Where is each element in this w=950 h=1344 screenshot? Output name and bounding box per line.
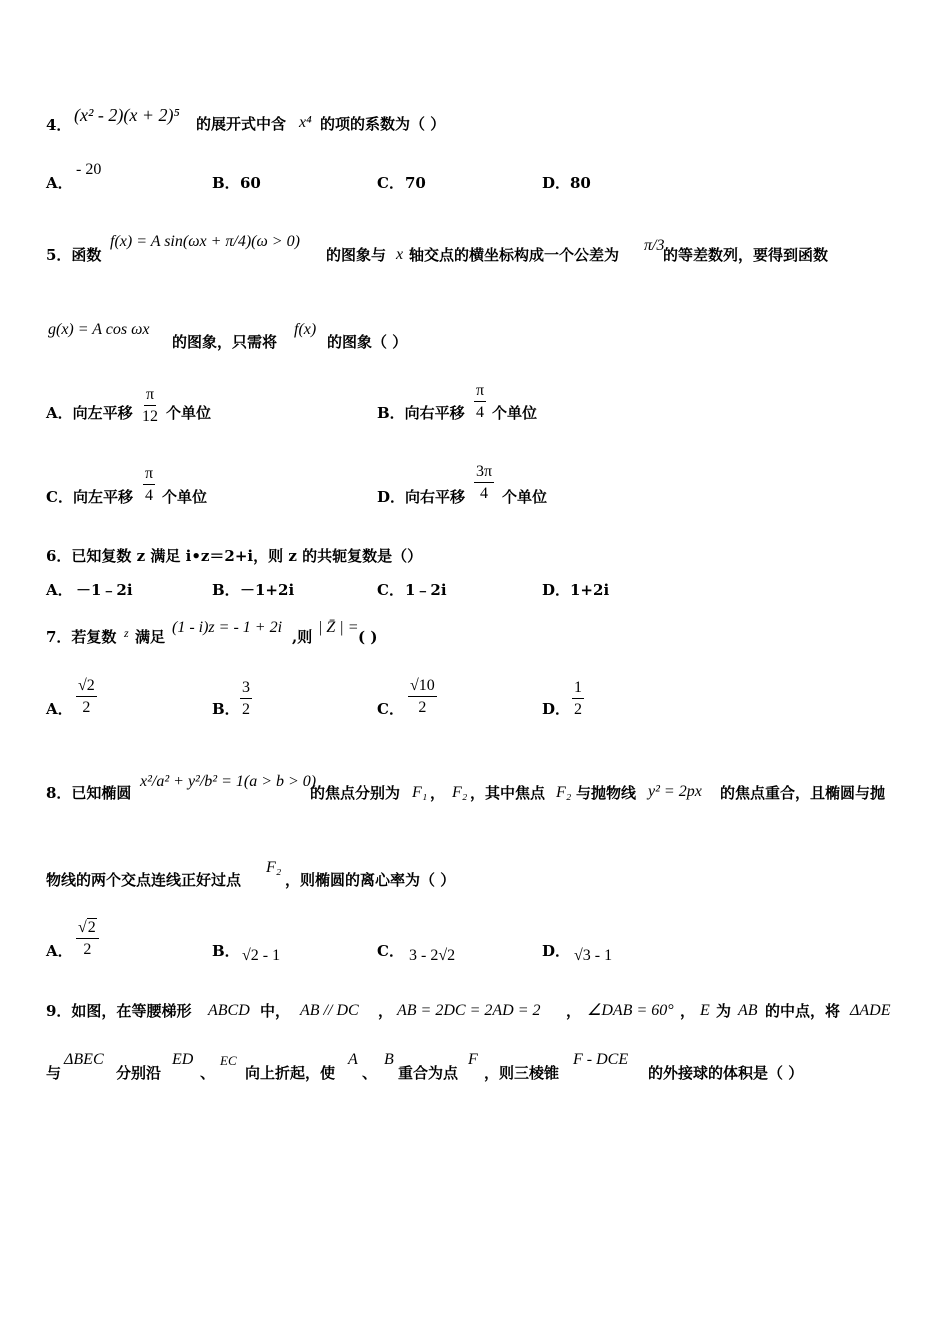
- q9-b: B: [384, 1051, 394, 1068]
- q8-line2-a: 物线的两个交点连线正好过点: [46, 871, 242, 889]
- q7-option-b-label: B．: [212, 700, 240, 718]
- q4-option-a-value: - 20: [76, 161, 102, 178]
- q5-option-b-suffix: 个单位: [492, 404, 538, 422]
- q7-option-d-fraction: $\frac{1}{2}$: [574, 679, 582, 718]
- q5-text-1: 的图象与: [326, 246, 387, 264]
- q8-text-1: 的焦点分别为: [310, 784, 401, 802]
- q5-difference: π/3: [644, 237, 665, 254]
- q5-option-c: C．向左平移: [46, 488, 133, 506]
- q9-parallel: AB // DC: [300, 1002, 359, 1019]
- q6-option-c-label: C．: [377, 581, 404, 599]
- q5-option-c-fraction: $\frac{\pi}{4}$: [145, 465, 154, 504]
- q9-fdce: F - DCE: [573, 1051, 629, 1068]
- q5-option-c-suffix: 个单位: [162, 488, 208, 506]
- q4-term: x⁴: [299, 114, 312, 131]
- q8-f2-c: F₂: [266, 859, 282, 876]
- q4-option-d-label: D．: [542, 174, 571, 192]
- q9-l2b: 分别沿: [116, 1064, 162, 1082]
- q7-z: z: [124, 626, 129, 640]
- q9-ade: ΔADE: [850, 1002, 891, 1019]
- q5-option-d-fraction: $\frac{3\pi}{4}$: [476, 463, 493, 502]
- q9-l2c: 、: [200, 1064, 216, 1082]
- q9-l2f: 重合为点: [398, 1064, 459, 1082]
- q5-option-a-fraction: $\frac{\pi}{12}$: [142, 386, 158, 425]
- q7-text-2: ,则: [292, 628, 313, 646]
- q9-l2d: 向上折起，使: [245, 1064, 336, 1082]
- q7-text-1: 满足: [135, 628, 166, 646]
- q9-ec: EC: [220, 1053, 237, 1068]
- q8-text-4: 的焦点重合，且椭圆与抛: [720, 784, 886, 802]
- q8-line2-b: ，则椭圆的离心率为（ ）: [285, 871, 456, 889]
- q8-option-d-value: √3 - 1: [574, 947, 613, 964]
- q8-parabola: y² = 2px: [648, 783, 702, 800]
- q5-option-a: A．向左平移: [46, 404, 133, 422]
- q4-option-c-label: C．: [377, 174, 404, 192]
- q8-sep: ，: [430, 784, 446, 802]
- q9-l2g: ，则三棱锥: [484, 1064, 560, 1082]
- q7-option-b-fraction: $\frac{3}{2}$: [242, 679, 250, 718]
- q8-option-c-label: C．: [377, 942, 404, 960]
- q9-a: A: [348, 1051, 358, 1068]
- q8-option-b-value: √2 - 1: [242, 947, 281, 964]
- q9-number: 9．如图，在等腰梯形: [46, 1002, 192, 1020]
- q9-e: E: [700, 1002, 710, 1019]
- q7-option-c-label: C．: [377, 700, 404, 718]
- q4-option-a-label: A．: [46, 174, 73, 192]
- q9-l2e: 、: [362, 1064, 378, 1082]
- q4-text-end: 的项的系数为（ ）: [320, 115, 446, 133]
- q6-option-d-label: D．: [542, 581, 571, 599]
- q6-option-c-value: 1﹣2i: [405, 581, 447, 599]
- q7-number: 7．若复数: [46, 628, 117, 646]
- q9-bec: ΔBEC: [64, 1051, 104, 1068]
- q4-option-b-value: 60: [240, 174, 261, 192]
- q6-option-d-value: 1+2i: [570, 581, 610, 599]
- q8-text-3: 与抛物线: [576, 784, 637, 802]
- q6-option-b-value: －1+2i: [240, 581, 295, 599]
- q7-option-a-label: A．: [46, 700, 73, 718]
- q8-text-2: ，其中焦点: [470, 784, 546, 802]
- q8-f2: F₂: [452, 784, 468, 801]
- q6-option-a-label: A．: [46, 581, 73, 599]
- q7-text-3: ( ): [358, 628, 378, 646]
- q5-option-b-fraction: $\frac{\pi}{4}$: [476, 382, 485, 421]
- q5-option-d: D．向右平移: [377, 488, 466, 506]
- q5-option-d-suffix: 个单位: [502, 488, 548, 506]
- q6-option-a-value: －1﹣2i: [76, 581, 133, 599]
- q9-t2: ，: [378, 1002, 394, 1020]
- q9-equalities: AB = 2DC = 2AD = 2: [397, 1002, 541, 1019]
- q9-angle: ∠DAB = 60°: [587, 1002, 674, 1019]
- q5-text-4: 的图象，只需将: [172, 333, 278, 351]
- q5-f: f(x): [294, 321, 317, 338]
- q9-l2a: 与: [46, 1064, 62, 1082]
- q8-number: 8．已知椭圆: [46, 784, 132, 802]
- q9-ed: ED: [172, 1051, 194, 1068]
- q4-text-mid: 的展开式中含: [196, 115, 287, 133]
- q8-f2-b: F₂: [556, 784, 572, 801]
- q5-function: f(x) = A sin(ωx + π/4)(ω > 0): [110, 233, 300, 250]
- q9-abcd: ABCD: [208, 1002, 250, 1019]
- q7-option-a-fraction: $\frac{√2}{2}$: [78, 677, 95, 716]
- q7-option-c-fraction: $\frac{√10}{2}$: [410, 677, 435, 716]
- q9-l2h: 的外接球的体积是（ ）: [648, 1064, 804, 1082]
- q5-option-a-suffix: 个单位: [166, 404, 212, 422]
- q4-number: 4．: [46, 116, 72, 134]
- q9-ab: AB: [738, 1002, 758, 1019]
- q5-number: 5．函数: [46, 246, 102, 264]
- q4-option-b-label: B．: [212, 174, 240, 192]
- q9-t6: 的中点，将: [765, 1002, 841, 1020]
- q8-f1: F₁: [412, 784, 428, 801]
- q8-ellipse: x²/a² + y²/b² = 1(a > b > 0): [140, 773, 317, 790]
- q5-text-3: 的等差数列，要得到函数: [663, 246, 829, 264]
- q9-f-point: F: [468, 1051, 478, 1068]
- q4-option-c-value: 70: [405, 174, 426, 192]
- q6-option-b-label: B．: [212, 581, 240, 599]
- q5-option-b: B．向右平移: [377, 404, 465, 422]
- q9-t5: 为: [716, 1002, 732, 1020]
- q7-abs: | Z̄ | =: [318, 619, 359, 636]
- q8-option-a-value: $\frac{√2}{2}$: [76, 920, 99, 958]
- q8-option-c-value: 3 - 2√2: [409, 947, 456, 964]
- q5-axis: x: [396, 246, 404, 263]
- q5-text-5: 的图象（ ）: [327, 333, 408, 351]
- q9-t4: ，: [680, 1002, 696, 1020]
- q6-text: 6．已知复数 z 满足 i•z＝2+i，则 z 的共轭复数是（）: [46, 547, 423, 565]
- q7-option-d-label: D．: [542, 700, 571, 718]
- q9-t3: ，: [566, 1002, 582, 1020]
- q8-option-a-label: A．: [46, 942, 73, 960]
- q4-option-d-value: 80: [570, 174, 591, 192]
- q9-t1: 中，: [260, 1002, 291, 1020]
- q8-option-b-label: B．: [212, 942, 240, 960]
- q8-option-d-label: D．: [542, 942, 571, 960]
- q7-equation: (1 - i)z = - 1 + 2i: [172, 619, 283, 636]
- q5-g-function: g(x) = A cos ωx: [48, 321, 150, 338]
- q5-text-2: 轴交点的横坐标构成一个公差为: [409, 246, 620, 264]
- q4-expression: (x² - 2)(x + 2)⁵: [74, 105, 180, 125]
